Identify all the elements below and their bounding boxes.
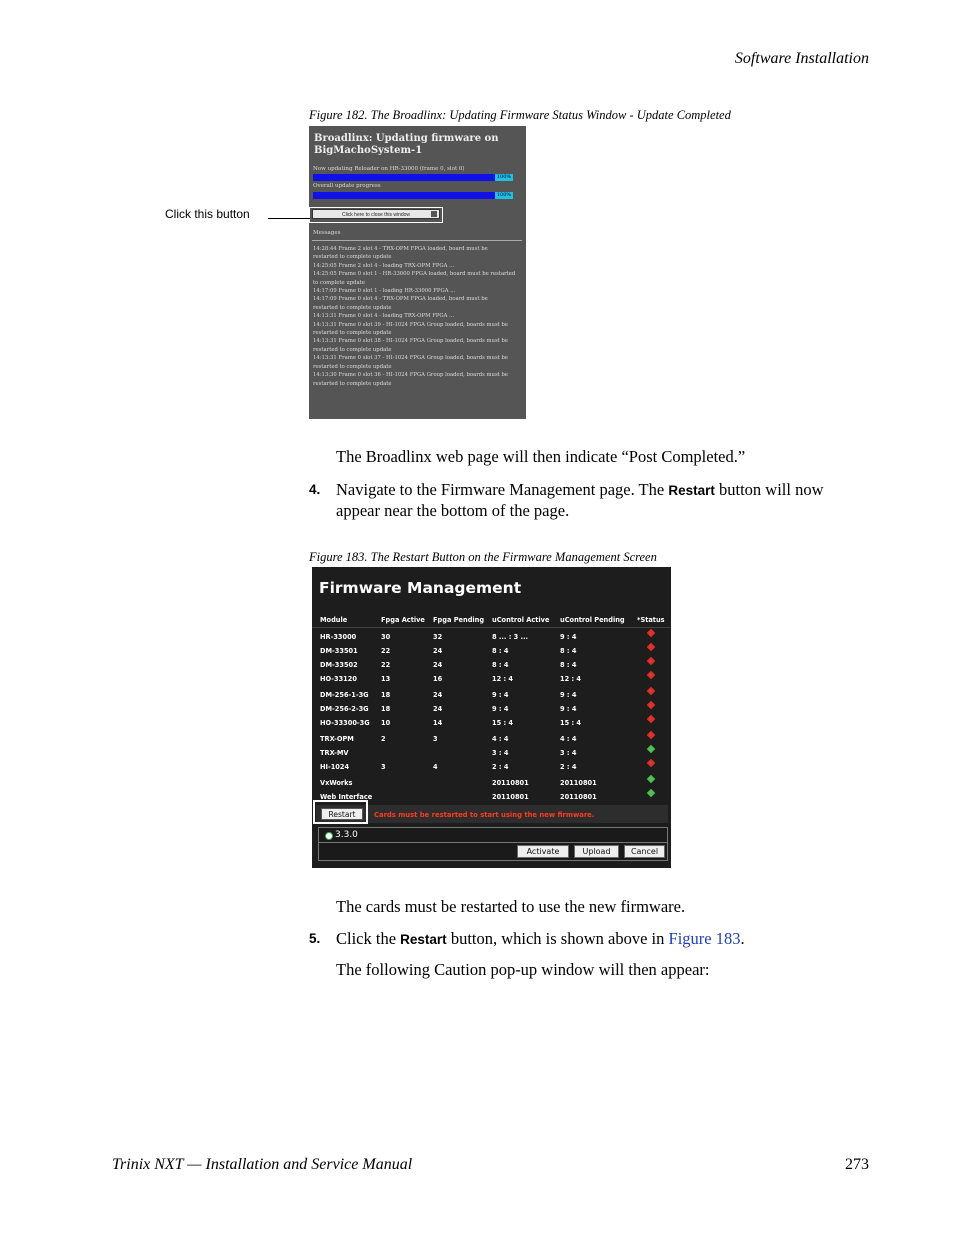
firmware-table [312,613,671,804]
table-cell-fp: 24 [433,647,443,655]
table-cell-up: 4 : 4 [560,735,577,743]
figure-183-link[interactable]: Figure 183 [668,929,741,948]
cancel-button[interactable]: Cancel [624,845,665,858]
status-ok-icon [647,789,655,797]
message-line: restarted to complete update [313,330,392,337]
scroll-knob-icon [431,211,437,217]
table-cell-up: 9 : 4 [560,633,577,641]
close-window-button[interactable] [312,209,440,219]
messages-list [313,245,525,388]
table-cell-module: HR-33000 [320,633,357,641]
column-header: Fpga Active [381,616,425,624]
status-alert-icon [647,629,655,637]
table-row [312,776,671,790]
table-cell-module: HO-33300-3G [320,719,370,727]
table-cell-fa: 18 [381,691,391,699]
table-cell-module: TRX-OPM [320,735,354,743]
message-line: 14:17:09 Frame 0 slot 1 - loading HR-33000 FPGA ... [313,288,456,295]
column-header: uControl Active [492,616,550,624]
status-alert-icon [647,715,655,723]
table-cell-ua: 15 : 4 [492,719,513,727]
paragraph-caution-popup: The following Caution pop-up window will then appear: [336,960,710,979]
progress2-value: 100% [496,192,512,198]
progress2-bar [313,192,495,199]
table-row [312,644,671,658]
step-4-text-b: button will now appear near the bottom of the page. [336,480,824,520]
paragraph-cards-restart: The cards must be restarted to use the new firmware. [336,897,686,916]
table-cell-ua: 8 ... : 3 ... [492,633,529,641]
table-row [312,688,671,702]
message-line: 14:28:44 Frame 2 slot 4 - TRX-OPM FPGA loaded, board must be [313,246,488,252]
table-cell-fp: 16 [433,675,443,683]
running-header: Software Installation [734,50,869,67]
step-5-text [336,929,856,950]
table-row [312,702,671,716]
paragraph-post-completed: The Broadlinx web page will then indicate “Post Completed.” [336,447,746,466]
table-cell-up: 9 : 4 [560,705,577,713]
message-line: 14:13:31 Frame 0 slot 37 - HI-1024 FPGA Group loaded, boards must be [313,355,509,362]
progress1-bar [313,174,495,181]
step-5-text-c: . [740,929,745,948]
message-line: restarted to complete update [313,380,392,387]
column-header: Module [320,616,348,624]
table-cell-fp: 4 [433,763,438,771]
table-cell-up: 2 : 4 [560,763,577,771]
firmware-management-screen [312,567,671,868]
table-cell-fp: 24 [433,705,443,713]
progress1-label: Now updating Reloader on HR-33000 (frame 0, slot 0) [313,166,465,172]
message-line: 14:13:30 Frame 0 slot 36 - HI-1024 FPGA Group loaded, boards must be [313,372,509,379]
column-header: Fpga Pending [433,616,485,624]
message-line: restarted to complete update [313,346,392,353]
table-cell-ua: 8 : 4 [492,661,509,669]
table-cell-module: Web Interface [320,793,373,801]
table-cell-up: 8 : 4 [560,661,577,669]
callout-label: Click this button [165,207,250,221]
status-ok-icon [647,745,655,753]
figure-183-caption: Figure 183. The Restart Button on the Firmware Management Screen [309,550,657,564]
message-line: 14:17:09 Frame 0 slot 4 - TRX-OPM FPGA loaded, board must be [313,296,488,303]
table-cell-ua: 8 : 4 [492,647,509,655]
table-row [312,630,671,644]
step-4-text-a: Navigate to the Firmware Management page. The [336,480,669,499]
version-label: 3.3.0 [335,830,358,840]
status-window-title [314,133,519,157]
table-cell-fp: 24 [433,661,443,669]
message-line: 14:13:31 Frame 0 slot 4 - loading TRX-OPM FPGA ... [313,313,455,320]
table-cell-fa: 3 [381,763,386,771]
table-cell-up: 15 : 4 [560,719,581,727]
table-cell-fa: 18 [381,705,391,713]
restart-bar [316,805,668,823]
table-cell-up: 12 : 4 [560,675,581,683]
broadlinx-status-window [309,126,526,419]
table-cell-module: DM-33501 [320,647,358,655]
table-cell-fp: 24 [433,691,443,699]
table-cell-fp: 32 [433,633,443,641]
table-row [312,658,671,672]
close-window-label: Click here to close this window [341,212,411,218]
figure-182-caption: Figure 182. The Broadlinx: Updating Firmware Status Window - Update Completed [309,108,731,122]
table-header-row [312,613,671,628]
table-cell-ua: 9 : 4 [492,705,509,713]
page-number: 273 [845,1156,869,1173]
status-alert-icon [647,657,655,665]
version-panel [318,827,668,861]
message-line: restarted to complete update [313,254,392,261]
table-cell-module: HO-33120 [320,675,357,683]
step-5-restart-term: Restart [400,932,447,947]
table-cell-ua: 2 : 4 [492,763,509,771]
table-cell-up: 20110801 [560,793,597,801]
table-cell-fp: 3 [433,735,438,743]
table-cell-fa: 2 [381,735,386,743]
status-title-line2: BigMachoSystem-1 [314,145,423,156]
message-line: 14:13:31 Frame 0 slot 39 - HI-1024 FPGA Group loaded, boards must be [313,321,509,328]
messages-divider [312,240,522,241]
status-alert-icon [647,701,655,709]
table-cell-ua: 20110801 [492,779,529,787]
table-row [312,716,671,730]
restart-button[interactable]: Restart [321,808,363,820]
column-header: *Status [637,616,665,624]
progress1-value: 100% [496,174,512,180]
callout-leader-line [268,218,310,219]
message-line: to complete update [313,279,365,286]
step-4-text [336,480,856,521]
message-line: restarted to complete update [313,363,392,370]
table-cell-fa: 30 [381,633,391,641]
table-row [312,732,671,746]
step-5-text-a: Click the [336,929,401,948]
table-row [312,746,671,760]
status-title-line1: Broadlinx: Updating firmware on [314,133,499,144]
table-cell-fp: 14 [433,719,443,727]
table-cell-up: 8 : 4 [560,647,577,655]
step-number: 4. [309,482,321,497]
column-header: uControl Pending [560,616,625,624]
table-cell-up: 20110801 [560,779,597,787]
status-ok-icon [647,775,655,783]
version-divider [319,842,667,843]
firmware-management-title: Firmware Management [319,579,522,597]
table-cell-fa: 22 [381,647,391,655]
status-alert-icon [647,731,655,739]
table-cell-fa: 22 [381,661,391,669]
table-cell-module: DM-256-1-3G [320,691,369,699]
table-cell-ua: 12 : 4 [492,675,513,683]
table-cell-up: 3 : 4 [560,749,577,757]
message-line: restarted to complete update [313,304,392,311]
status-alert-icon [647,759,655,767]
activate-button[interactable]: Activate [517,845,569,858]
table-row [312,672,671,686]
table-cell-fa: 13 [381,675,391,683]
message-line: 14:25:05 Frame 0 slot 1 - HR-33000 FPGA loaded, board must be restarted [313,271,516,278]
table-cell-ua: 9 : 4 [492,691,509,699]
table-cell-ua: 20110801 [492,793,529,801]
table-cell-ua: 3 : 4 [492,749,509,757]
status-alert-icon [647,671,655,679]
status-alert-icon [647,643,655,651]
table-body [312,630,671,804]
upload-button[interactable]: Upload [574,845,619,858]
step-5-text-b: button, which is shown above in [446,929,669,948]
messages-label: Messages [313,230,341,236]
table-cell-module: HI-1024 [320,763,350,771]
table-cell-module: DM-33502 [320,661,358,669]
restart-warning: Cards must be restarted to start using the new firmware. [374,811,595,819]
progress2-label: Overall update progress [313,183,381,189]
footer-title: Trinix NXT — Installation and Service Manual [112,1156,413,1173]
table-cell-module: DM-256-2-3G [320,705,369,713]
step-4-restart-term: Restart [668,483,715,498]
restart-button-highlight [313,800,368,824]
message-line: 14:13:31 Frame 0 slot 38 - HI-1024 FPGA Group loaded, boards must be [313,338,509,345]
table-cell-ua: 4 : 4 [492,735,509,743]
table-cell-module: VxWorks [320,779,353,787]
table-row [312,760,671,774]
status-alert-icon [647,687,655,695]
message-line: 14:25:05 Frame 2 slot 4 - loading TRX-OPM FPGA ... [313,262,455,269]
table-cell-up: 9 : 4 [560,691,577,699]
table-cell-module: TRX-MV [320,749,349,757]
version-radio[interactable] [325,832,333,840]
step-number: 5. [309,931,321,946]
table-cell-fa: 10 [381,719,391,727]
